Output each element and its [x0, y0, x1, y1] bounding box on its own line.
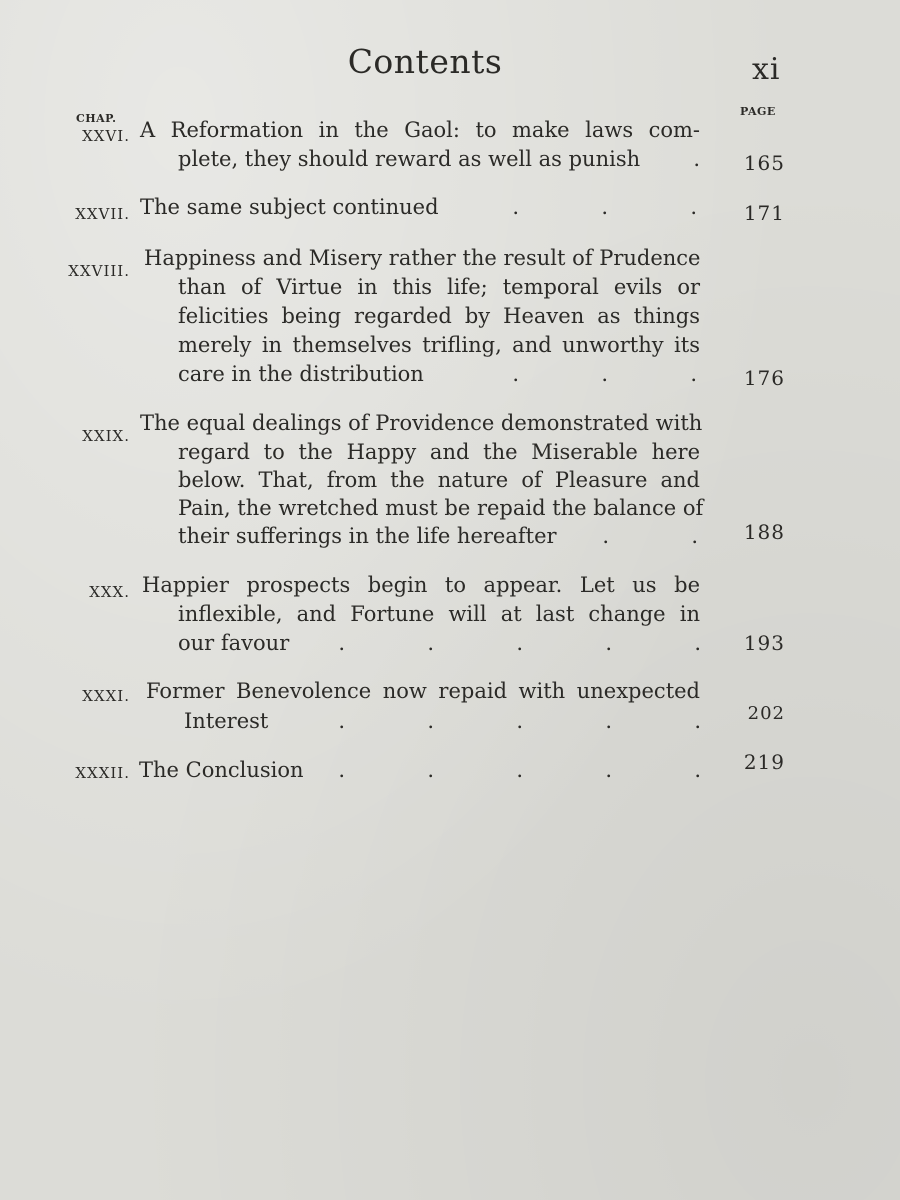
entry-title-line: Happier prospects begin to appear. Let us be: [142, 573, 700, 597]
chapter-number: XXIX.: [82, 427, 130, 445]
chapter-number: XXX.: [89, 583, 130, 601]
leader-dots: .: [693, 147, 700, 171]
entry-title-line: felicities being regarded by Heaven as things: [178, 304, 700, 328]
page-column-heading: PAGE: [740, 105, 776, 118]
page-number: 193: [743, 631, 785, 655]
chapter-number: XXXII.: [75, 764, 130, 782]
leader-dots: . . .: [512, 195, 697, 219]
entry-title-line: plete, they should reward as well as punish: [178, 147, 641, 171]
entry-title-line: Former Benevolence now repaid with unexpected: [146, 679, 700, 703]
entry-title-line: Interest: [184, 709, 269, 733]
folio-number: xi: [752, 52, 781, 87]
leader-dots: . . . . .: [338, 631, 701, 655]
chapter-number: XXXI.: [82, 687, 130, 705]
entry-title-line: below. That, from the nature of Pleasure and: [178, 468, 700, 492]
page-number: 202: [747, 703, 785, 724]
chapter-number: XXVII.: [75, 205, 130, 223]
entry-title-line: merely in themselves trifling, and unworthy its: [178, 333, 700, 357]
entry-title-line: regard to the Happy and the Miserable here: [178, 440, 700, 464]
entry-title-line: The equal dealings of Providence demonstrated with: [140, 411, 703, 435]
entry-title-line: A Reformation in the Gaol: to make laws com-: [140, 118, 700, 142]
entry-title-line: our favour: [178, 631, 290, 655]
chapter-number: XXVIII.: [68, 262, 130, 280]
entry-title-line: care in the distribution: [178, 362, 424, 386]
entry-title-line: Pain, the wretched must be repaid the balance of: [178, 496, 704, 520]
entry-title-line: inflexible, and Fortune will at last change in: [178, 602, 700, 626]
page-number: 165: [743, 151, 785, 175]
chap-column-heading: CHAP.: [76, 112, 117, 125]
leader-dots: . . . . .: [338, 709, 701, 733]
entry-title-line: Happiness and Misery rather the result of Prudence: [144, 246, 701, 270]
page-number: 171: [743, 201, 785, 225]
entry-title-line: The Conclusion: [139, 758, 304, 782]
entry-title-line: their sufferings in the life hereafter: [178, 524, 557, 548]
page-number: 188: [743, 520, 785, 544]
page-title: Contents: [347, 42, 503, 81]
chapter-number: XXVI.: [82, 127, 130, 145]
leader-dots: . . .: [512, 362, 697, 386]
entry-title-line: than of Virtue in this life; temporal evils or: [178, 275, 700, 299]
leader-dots: . .: [602, 524, 698, 548]
entry-title-line: The same subject continued: [140, 195, 439, 219]
leader-dots: . . . . .: [338, 758, 701, 782]
page-number: 176: [743, 366, 785, 390]
page-number: 219: [743, 750, 785, 774]
